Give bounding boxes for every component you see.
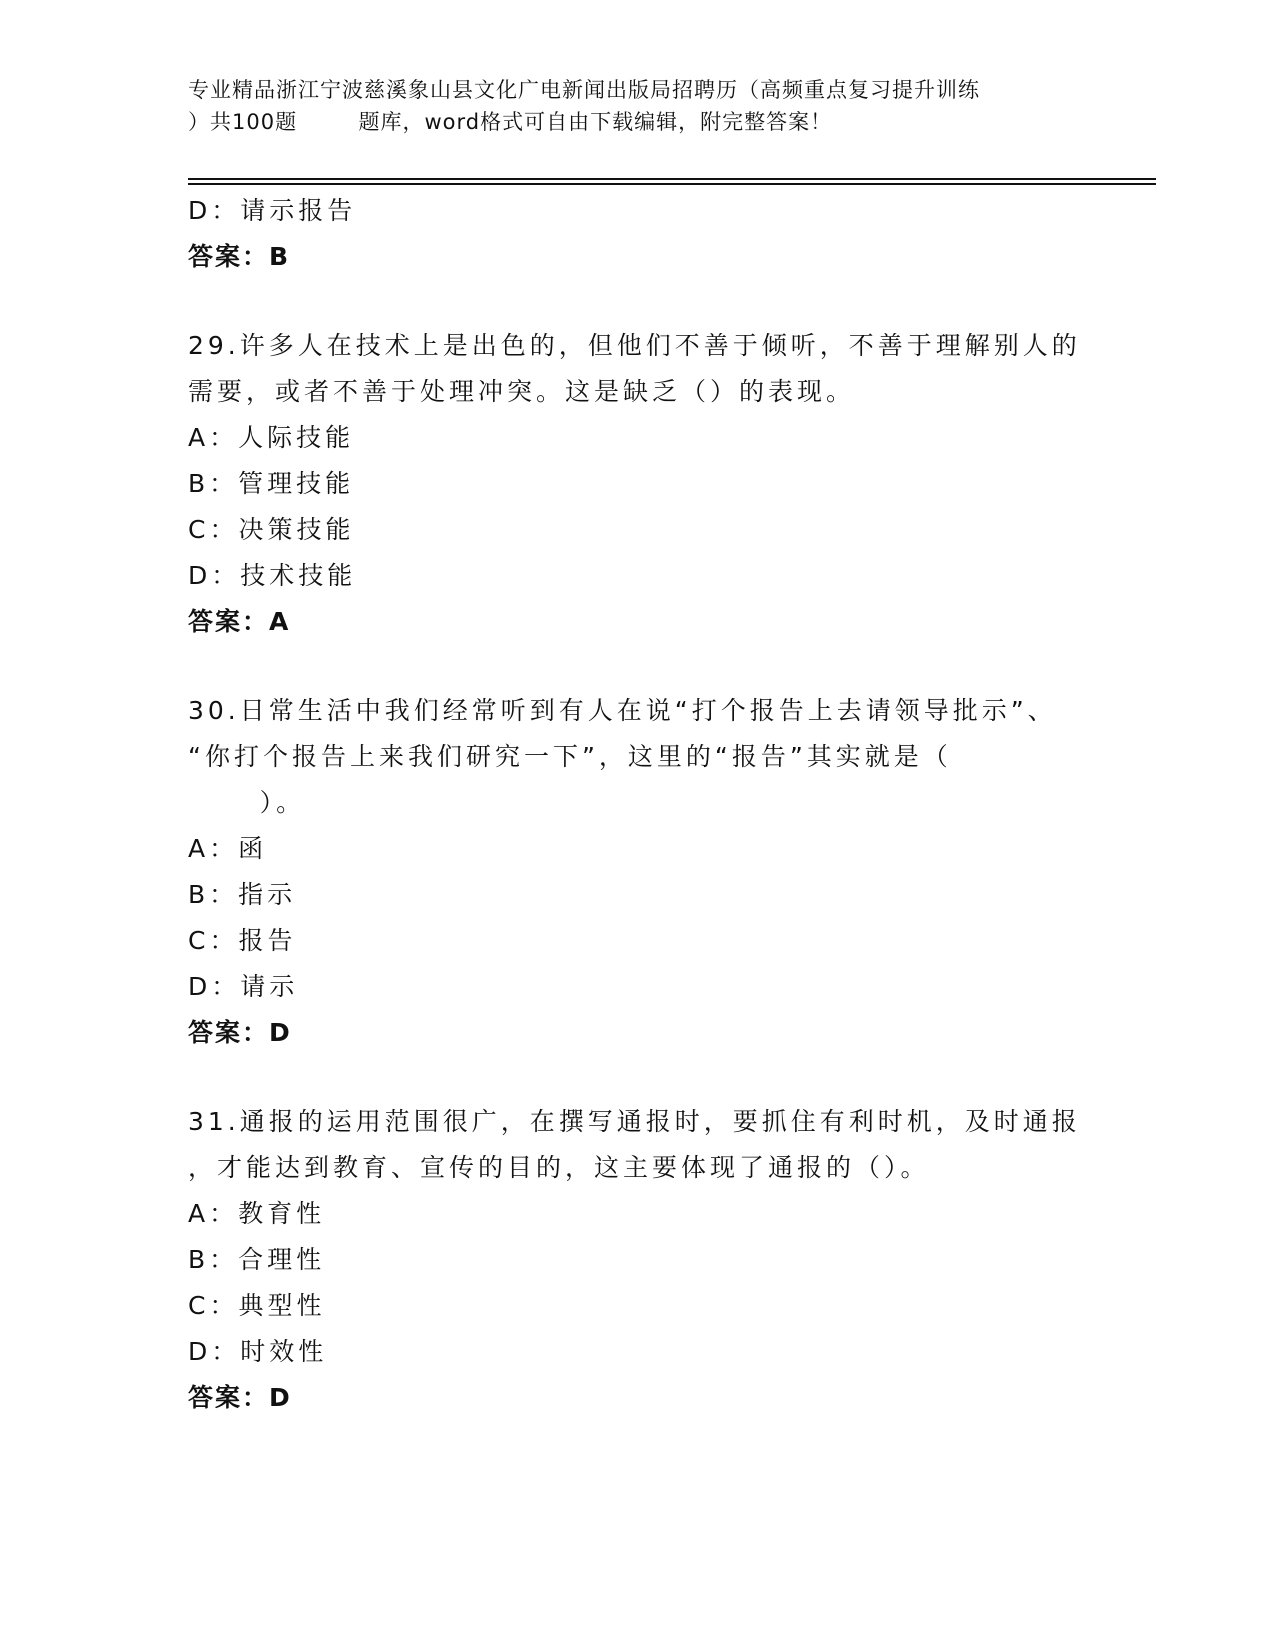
option-d: D：请示报告	[188, 196, 357, 225]
spacer	[188, 280, 1088, 323]
option-a: A：教育性	[188, 1199, 326, 1228]
carry-over-question	[188, 188, 1088, 280]
question-31	[188, 1099, 1088, 1421]
answer: 答案：D	[188, 1018, 292, 1047]
answer: 答案：D	[188, 1383, 292, 1412]
option-d: D：时效性	[188, 1337, 328, 1366]
spacer	[188, 645, 1088, 688]
header-rule-top	[188, 178, 1156, 180]
option-c: C：典型性	[188, 1291, 326, 1320]
option-d: D：技术技能	[188, 561, 357, 590]
question-29	[188, 323, 1088, 645]
question-stem-line: “你打个报告上来我们研究一下”，这里的“报告”其实就是（	[188, 742, 952, 771]
question-stem-line: ，才能达到教育、宣传的目的，这主要体现了通报的（）。	[188, 1153, 930, 1182]
spacer	[188, 1056, 1088, 1099]
option-a: A：函	[188, 834, 268, 863]
question-stem-line: ）。	[188, 788, 306, 817]
header-line-1: 专业精品浙江宁波慈溪象山县文化广电新闻出版局招聘历（高频重点复习提升训练	[188, 78, 980, 102]
option-c: C：报告	[188, 926, 297, 955]
answer: 答案：A	[188, 607, 291, 636]
question-stem-line: 29.许多人在技术上是出色的，但他们不善于倾听，不善于理解别人的	[188, 331, 1081, 360]
question-list	[188, 188, 1088, 1421]
question-stem-line: 30.日常生活中我们经常听到有人在说“打个报告上去请领导批示”、	[188, 696, 1057, 725]
option-b: B：指示	[188, 880, 297, 909]
option-a: A：人际技能	[188, 423, 355, 452]
header-rule-bottom	[188, 183, 1156, 185]
option-d: D：请示	[188, 972, 299, 1001]
option-c: C：决策技能	[188, 515, 355, 544]
option-b: B：管理技能	[188, 469, 355, 498]
header-line-2: ）共100题 题库，word格式可自由下载编辑，附完整答案！	[188, 110, 833, 134]
question-30	[188, 688, 1088, 1056]
option-b: B：合理性	[188, 1245, 326, 1274]
answer: 答案：B	[188, 242, 291, 271]
page-header	[188, 74, 1088, 138]
question-stem-line: 31.通报的运用范围很广，在撰写通报时，要抓住有利时机，及时通报	[188, 1107, 1081, 1136]
question-stem-line: 需要，或者不善于处理冲突。这是缺乏（）的表现。	[188, 377, 856, 406]
